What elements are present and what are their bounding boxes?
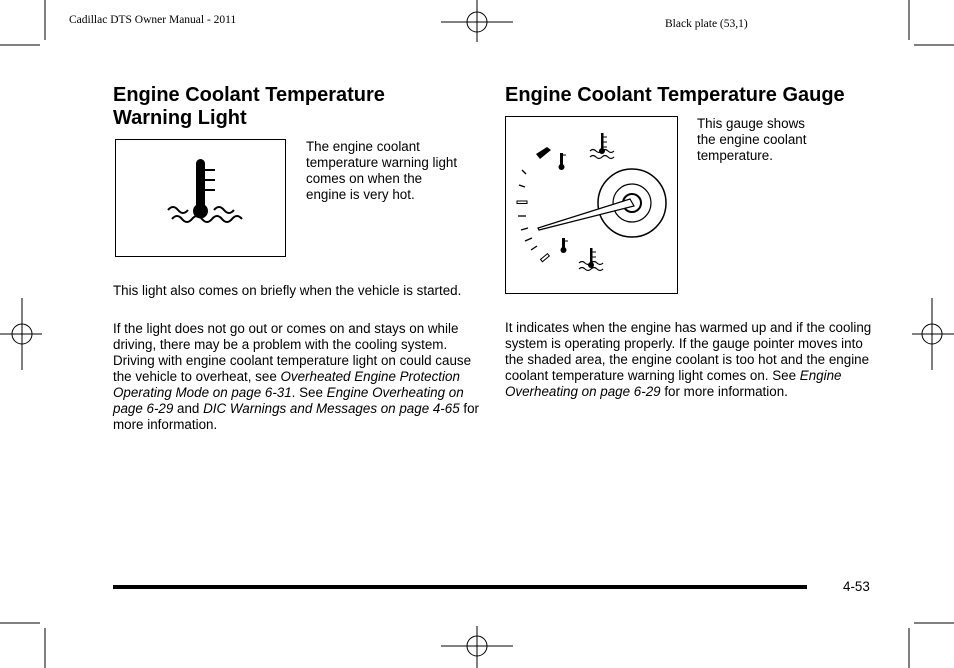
side-text-line: temperature. bbox=[697, 148, 773, 163]
side-text-line: comes on when the bbox=[306, 171, 423, 186]
cross-reference[interactable]: DIC Warnings and Messages on page 4‑65 bbox=[203, 401, 460, 416]
text: It indicates when the engine has warmed up and if the cooling system is operating properly. If the gauge pointer moves into the shaded area, the engine coolant is too hot and the engine coolant temperature warning light comes on. See bbox=[505, 320, 872, 383]
cross-reference[interactable]: Engine Overheating on page 6‑29 bbox=[113, 385, 464, 416]
warning-light-figure bbox=[115, 139, 286, 257]
warning-light-side-text bbox=[306, 139, 481, 203]
manual-title: Cadillac DTS Owner Manual - 2011 bbox=[69, 14, 237, 26]
page-number: 4-53 bbox=[843, 579, 870, 594]
left-heading-line2: Warning Light bbox=[113, 107, 247, 129]
side-text-line: engine is very hot. bbox=[306, 187, 415, 202]
text: If the light does not go out or comes on and stays on while driving, there may be a problem with the cooling system. Driving with engine coolant temperature light on could cause the vehicle to overheat, see bbox=[113, 321, 472, 384]
side-text-line: temperature warning light bbox=[306, 155, 458, 170]
coolant-temperature-gauge bbox=[506, 117, 676, 292]
gauge-side-text bbox=[697, 116, 887, 164]
right-heading: Engine Coolant Temperature Gauge bbox=[505, 84, 845, 106]
footer-rule bbox=[113, 585, 807, 589]
cross-reference[interactable]: Engine Overheating on page 6‑29 bbox=[505, 368, 842, 399]
left-heading bbox=[113, 84, 483, 130]
text: for more information. bbox=[660, 384, 788, 399]
text: for more information. bbox=[113, 401, 480, 432]
side-text-line: the engine coolant bbox=[697, 132, 807, 147]
coolant-temperature-warning-icon bbox=[116, 140, 284, 255]
text: and bbox=[173, 401, 204, 416]
left-paragraph-1: This light also comes on briefly when the vehicle is started. bbox=[113, 283, 462, 298]
side-text-line: This gauge shows bbox=[697, 116, 805, 131]
cross-reference[interactable]: Overheated Engine Protection Operating Mode on page 6‑31 bbox=[113, 369, 460, 400]
right-paragraph bbox=[505, 320, 877, 400]
left-paragraph-2 bbox=[113, 321, 481, 433]
left-heading-line1: Engine Coolant Temperature bbox=[113, 84, 385, 106]
plate-label: Black plate (53,1) bbox=[665, 18, 748, 30]
text: . See bbox=[291, 385, 327, 400]
side-text-line: The engine coolant bbox=[306, 139, 420, 154]
gauge-figure bbox=[505, 116, 678, 294]
